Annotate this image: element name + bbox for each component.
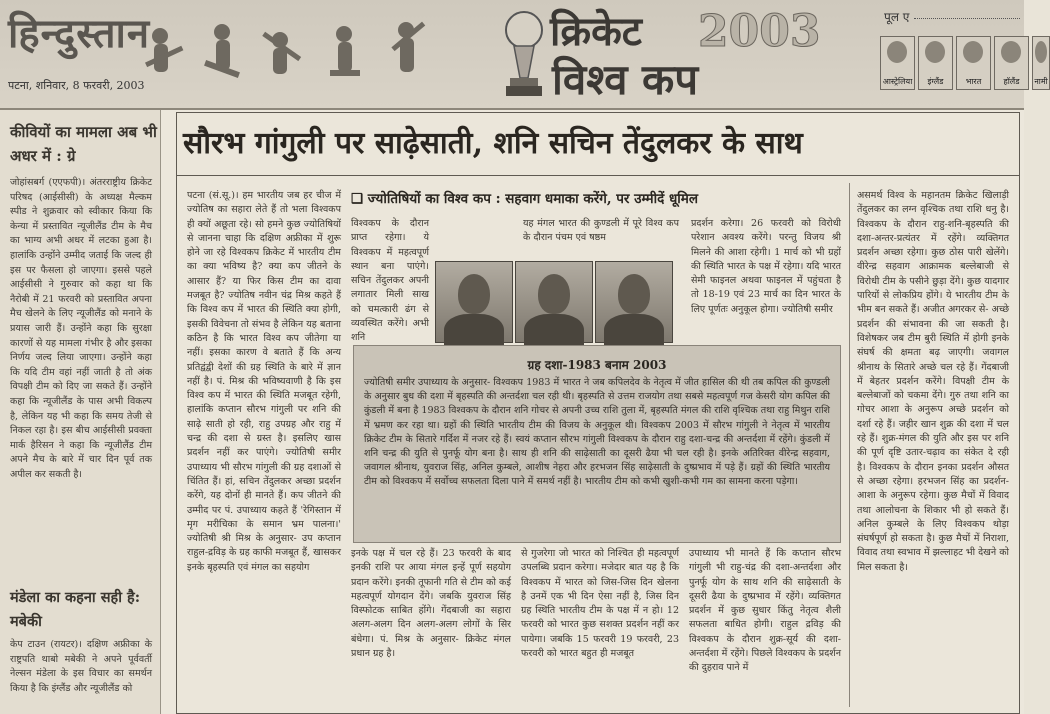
- player-photo-dravid: [595, 261, 673, 343]
- article-column-1: पटना (सं.सू.)। हम भारतीय जब हर चीज में ज्योतिष का सहारा लेते हैं तो भला विश्वकप ही क्यों अछूता रहे। सो हमने कुछ ज्योतिषियों से जानना चाहा कि दक्षिण अफ्रीका में शुरू होने जा रहे विश्वकप क्रिकेट में भारतीय टीम का क्या भविष्य है? क्या कप जीतने के आसार हैं? या फिर किस टीम का दावा मजबूत है? ज्योतिष नवीन चंद्र मिश्र कहते हैं कि विश्व कप में भारत की स्थिति क्या होगी, इसकी विवेचना तो संभव है लेकिन यह बताना कठिन है कि भारत विश्व कप जीतेगा या नहीं। इसका कारण वे बताते हैं कि अन्य प्रतिद्वंद्वी देशों की ग्रह स्थिति के बारे में ज्ञान नहीं है। पं. मिश्र की भविष्यवाणी है कि इस विश्व कप में भारत की स्थिति मजबूत रहेगी, हालांकि कप्तान सौरभ गांगुली पर शनि की साढ़े साती हो रही, राहु उपग्रह और राहु में चन्द्र की दशा से ग्रस्त है। इसलिए खास प्रदर्शन नहीं कर पाएंगे। ज्योतिषी समीर उपाध्याय भी सौरभ गांगुली की ग्रह दशाओं से चिंतित हैं। हां, सचिन तेंदुलकर अच्छा प्रदर्शन करेंगे, यह दोनों ही मानते हैं। कप जीतने की उम्मीद पर पं. उपाध्याय कहते हैं 'रेगिस्तान में मृग मरीचिका के समान भ्रम पालना।' ज्योतिषी श्री मिश्र के अनुसार- उप कप्तान राहुल-द्रविड़ के ग्रह काफी मजबूत हैं, खासकर इनके बृहस्पति एवं मंगल का सहयोग: [187, 190, 341, 573]
- article-headline: सौरभ गांगुली पर साढ़ेसाती, शनि सचिन तेंदुलकर के साथ: [183, 126, 803, 161]
- left-headline-kiwi: कीवियों का मामला अब भी अधर में : ग्रे: [10, 123, 157, 165]
- team-flag-icon: [1035, 41, 1047, 63]
- article-bottom-column-3: उपाध्याय भी मानते हैं कि कप्तान सौरभ गांगुली भी राहु-चंद्र की दशा-अन्तर्दशा और पुनर्फू योग के साथ शनि की साढ़ेसाती के दूसरी ढैया के दुष्प्रभाव में रहेंगे। व्यक्तिगत प्रदर्शन में कुछ सुधार किंतु नेतृत्व शैली सफलता बाधित होगी। राहुल द्रविड़ की विश्वकप के दौरान शुक्र-सूर्य की दशा-अन्तर्दशा में रहेंगे। पिछले विश्वकप के प्रदर्शन की दुहराव पाने में: [689, 548, 841, 674]
- world-cup-trophy-icon: [496, 8, 552, 100]
- left-story-mandela: केप टाउन (रायटर)। दक्षिण अफ्रीका के राष्ट्रपति थाबो मबेकी ने अपने पूर्ववर्ती नेल्सन मंडेला के इस विचार का समर्थन किया है कि इंग्लैंड और न्यूजीलैंड को: [10, 639, 152, 694]
- player-photos: [435, 261, 671, 341]
- team-badge: नामी: [1032, 36, 1050, 90]
- team-badge: भारत: [956, 36, 991, 90]
- left-story-kiwi: जोहांसबर्ग (एएफपी)। अंतरराष्ट्रीय क्रिकेट परिषद (आईसीसी) के अध्यक्ष मैल्कम स्पीड ने शुक्रवार को स्वीकार किया कि केन्या में प्रस्तावित न्यूजीलैंड टीम के मैच का भाग्य अभी अधर में लटका हुआ है। हालांकि उन्होंने उम्मीद जताई कि जल्द ही इस पर फैसला हो जाएगा। इससे पहले आईसीसी ने गुरुवार को कहा था कि नैरोबी में 21 फरवरी को प्रस्तावित अपना मैच खेलने के लिए न्यूजीलैंड को मनाने के प्रयास जारी हैं। उन्होंने कहा कि सुरक्षा कारणों से यह मामला गंभीर है और इसका निर्णय जल्द लिया जाएगा। उन्होंने कहा कि यदि टीम वहां नहीं जाती है तो अंक विपक्षी टीम को दिए जा सकते हैं। उन्होंने कहा कि न्यूजीलैंड के पास अभी विकल्प है, लेकिन यह भी कहा कि समय तेजी से निकल रहा है। इस बीच आईसीसी प्रवक्ता मार्क हैरिसन ने कहा कि न्यूजीलैंड टीम अपने मैच के बारे में चार दिन पूर्व तक अपील कर सकती है।: [10, 177, 152, 480]
- article-column-5: असमर्थ विश्व के महानतम क्रिकेट खिलाड़ी तेंदुलकर का लग्न वृश्चिक तथा राशि धनु है। विश्वकप के दौरान राहु-शनि-बृहस्पति की दशा-अन्तर-प्रत्यंतर में रहेंगे। व्यक्तिगत प्रदर्शन अच्छा रहेगा। कुछ ठोस पारी खेलेंगे। वीरेन्द्र सहवाग आक्रामक बल्लेबाजी से विरोधी टीम के पसीने छुड़ा देंगे। कुछ यादगार पारियों से लोकप्रिय होंगे। ये भारतीय टीम के भीम बन सकते हैं। अजीत अगरकर से- अच्छे प्रदर्शन की संभावना की जा सकती है। विशेषकर जब टीम बुरी स्थिति में होगी इनके संघर्ष की क्षमता बढ़ जाएगी। जवागल श्रीनाथ के सितारे अच्छे चल रहे हैं। गेंदबाजी में बेहतर प्रदर्शन करेंगे। विपक्षी टीम के बल्लेबाजों को चकमा देंगे। गुरु तथा शनि का गोचर आशा के अनुरूप अच्छे प्रदर्शन को दर्शा रहे हैं। जहीर खान शुक्र की दशा में चल रहे हैं। शुक्र-मंगल की युति और इस पर शनि की पूर्ण दृष्टि उतार-चढ़ाव का संकेत दे रही है। विश्वकप के दौरान इनका प्रदर्शन औसत से अच्छा रहेगा। हरभजन सिंह का प्रदर्शन- आशा के अनुरूप रहेगा। कुछ मैचों में विवाद तथा आलोचना के शिकार भी हो सकते हैं। अनिल कुम्बले के लिए विश्वकप थोड़ा संघर्षपूर्ण हो सकता है। कुछ मैचों में निराशा, विवाद तथा स्वभाव में झल्लाहट भी देखने को मिल सकता है।: [857, 190, 1009, 573]
- article-bottom-column-2: से गुजरेगा जो भारत को निश्चित ही महत्वपूर्ण उपलब्धि प्रदान करेगा। मजेदार बात यह है कि विश्वकप में भारत को जिस-जिस दिन खेलना है उनमें एक भी दिन ऐसा नहीं है, जिस दिन ग्रह स्थिति भारतीय टीम के पक्ष में न हो। 12 फरवरी को भारत कुछ सशक्त प्रदर्शन नहीं कर पायेगा। जबकि 15 फरवरी 19 फरवरी, 23 फरवरी को भारत बहुत ही मजबूत: [521, 548, 679, 660]
- graha-dasha-box: [353, 345, 841, 543]
- team-flag-icon: [925, 41, 945, 63]
- graha-dasha-text: ज्योतिषी समीर उपाध्याय के अनुसार- विश्वकप 1983 में भारत ने जब कपिलदेव के नेतृत्व में जीत हासिल की थी तब कपिल की कुण्डली के अनुसार बुध की दशा में बृहस्पति की अन्तर्दशा चल रही थी। बृहस्पति से उत्तम राजयोग तथा सबसे महत्वपूर्ण गज केसरी योग कपिल की कुंडली में बना है 1983 विश्वकप के दौरान शनि गोचर से अपनी उच्च राशि तुला में, बृहस्पति मंगल की राशि वृश्चिक तथा राहु मिथुन राशि में भ्रमण कर रहा था। ग्रहों की स्थिति भारतीय टीम की विजय के अनुकूल थी। विश्वकप 2003 में सौरभ गांगुली ने नेतृत्व में भारतीय क्रिकेट टीम के सितारे गर्दिश में नजर रहे हैं। स्वयं कप्तान सौरभ गांगुली विश्वकप के दौरान राहु दशा-चन्द्र की अन्तर्दशा में रहेंगे। कुंडली में शनि चन्द्र की युति से पुनर्फू योग बना है। साथ ही शनि की साढ़ेसाती का दूसरी ढैया भी चल रही है। इनके अतिरिक्त वीरेन्द्र सहवाग, जवागल श्रीनाथ, युवराज सिंह, अनिल कुम्बले, आशीष नेहरा और हरभजन सिंह साढ़ेसाती के दुष्प्रभाव में पड़े हैं। ग्रहों की स्थिति भारतीय टीम को विश्वकप में सर्वोच्च सफलता दिला पाने में समर्थ नहीं है। भारतीय टीम को कभी खुशी-कभी गम का सामना करना पड़ेगा।: [364, 377, 830, 488]
- team-badge: हॉलैंड: [994, 36, 1029, 90]
- article-column-2: विश्वकप के दौरान प्राप्त रहेगा। ये विश्वकप में महत्वपूर्ण स्थान बना पाएंगे। सचिन तेंदुलकर अपनी लगातार मिली साख को चमत्कारी ढंग से व्यवस्थित करेंगे। अभी शनि: [351, 218, 429, 344]
- team-badge: इंग्लैंड: [918, 36, 953, 90]
- masthead: [0, 0, 1048, 110]
- graha-dasha-title: ग्रह दशा-1983 बनाम 2003: [527, 358, 667, 372]
- article-subhead: ❑ ज्योतिषियों का विश्व कप : सहवाग धमाका करेंगे, पर उम्मीदें धूमिल: [351, 191, 699, 207]
- team-badge: आस्ट्रेलिया: [880, 36, 915, 90]
- player-photo-ganguly: [435, 261, 513, 343]
- pool-label: पूल ए: [884, 10, 910, 24]
- article-column-4: प्रदर्शन करेगा। 26 फरवरी को विरोधी परेशान अवश्य करेंगे। परन्तु विजय श्री मिलने की आशा रहेगी। 1 मार्च को भी ग्रहों की स्थिति भारत के पक्ष में रहेगा। यदि भारत सेमी फाइनल अथवा फाइनल में पहुंचता है तो 18-19 एवं 23 मार्च का दिन भारत के लिए पूर्णतः अनुकूल होगा। ज्योतिषी समीर: [691, 218, 841, 315]
- article-bottom-column-1: इनके पक्ष में चल रहे हैं। 23 फरवरी के बाद इनकी राशि पर आया मंगल इन्हें पूर्ण सहयोग प्रदान करेंगे। इनकी तूफानी गति से टीम को कई महत्वपूर्ण योगदान देंगे। जबकि युवराज सिंह विस्फोटक साबित होंगे। गेंदबाजी का सहारा अलग-अलग दिन अलग-अलग लोगों के सिर बंधेगा। पं. मिश्र के अनुसार- क्रिकेट मंगल प्रधान ग्रह है।: [351, 548, 511, 660]
- team-flag-icon: [963, 41, 983, 63]
- newspaper-logo: हिन्दुस्तान: [8, 10, 151, 57]
- cup-title-world-cup: विश्व कप: [552, 55, 699, 104]
- main-article: [176, 112, 1020, 714]
- team-flag-icon: [1001, 41, 1021, 63]
- left-news-column: [0, 110, 161, 714]
- headline-rule: [177, 175, 1019, 176]
- column-divider: [849, 183, 850, 707]
- pool-teams: [880, 36, 1050, 90]
- cricketer-illustrations: [130, 14, 460, 100]
- article-column-3: यह मंगल भारत की कुण्डली में पूरे विश्व कप के दौरान पंचम एवं षष्ठम: [523, 218, 679, 244]
- cup-title-cricket: क्रिकेट: [550, 8, 642, 55]
- player-photo-tendulkar: [515, 261, 593, 343]
- team-flag-icon: [887, 41, 907, 63]
- pool-divider: [914, 18, 1020, 19]
- dateline: पटना, शनिवार, 8 फरवरी, 2003: [8, 79, 145, 92]
- cup-title-year: 2003: [698, 6, 821, 57]
- left-headline-mandela: मंडेला का कहना सही है: मबेकी: [10, 589, 141, 630]
